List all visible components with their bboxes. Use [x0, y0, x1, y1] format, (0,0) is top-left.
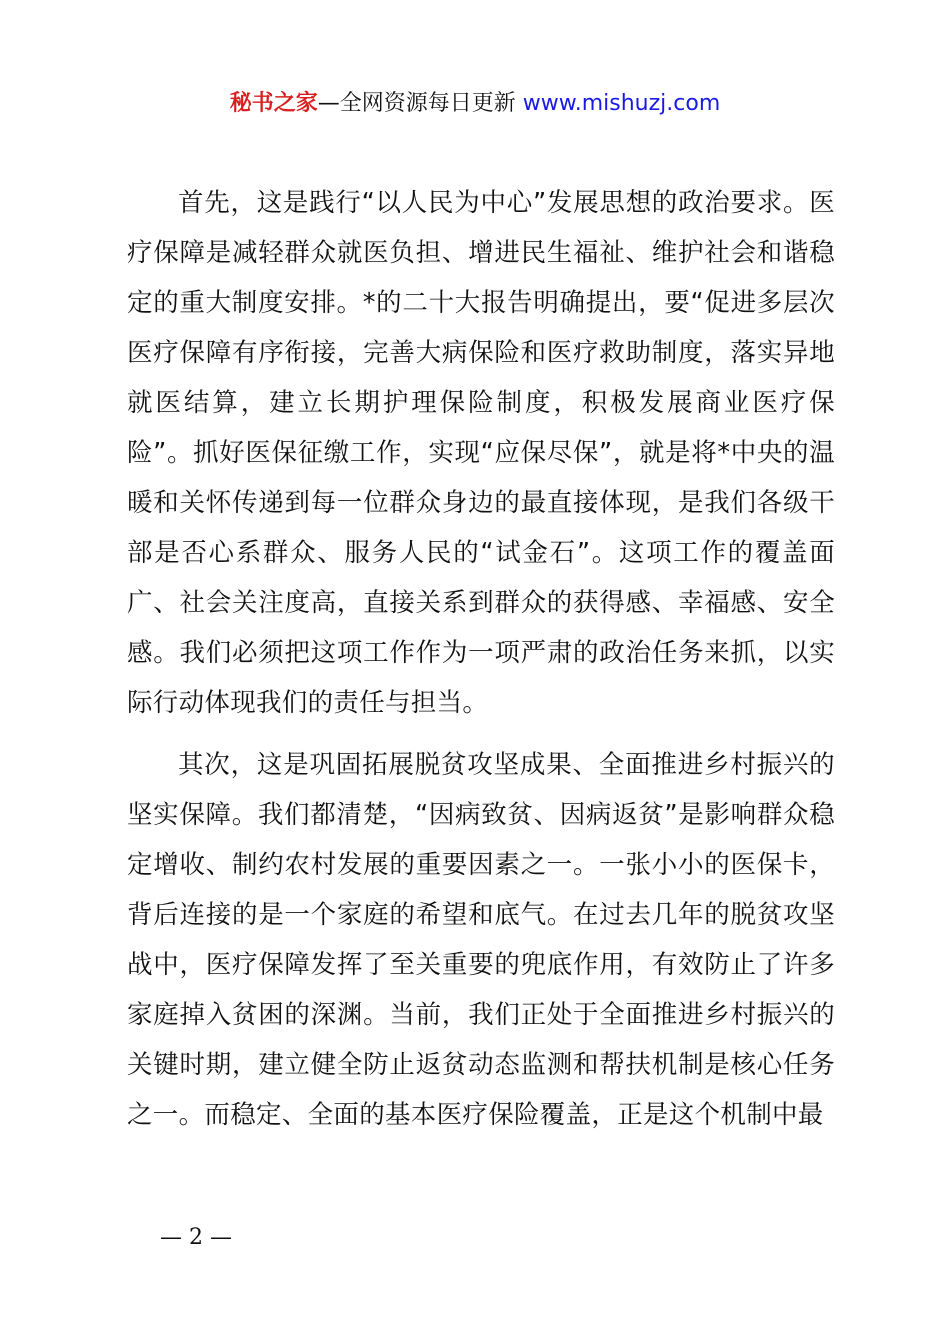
- document-body: [127, 178, 835, 1140]
- page-header: [0, 88, 950, 120]
- paragraph-second: 其次，这是巩固拓展脱贫攻坚成果、全面推进乡村振兴的坚实保障。我们都清楚，“因病致贫、因病返贫”是影响群众稳定增收、制约农村发展的重要因素之一。一张小小的医保卡，背后连接的是一个家庭的希望和底气。在过去几年的脱贫攻坚战中，医疗保障发挥了至关重要的兜底作用，有效防止了许多家庭掉入贫困的深渊。当前，我们正处于全面推进乡村振兴的关键时期，建立健全防止返贫动态监测和帮扶机制是核心任务之一。而稳定、全面的基本医疗保险覆盖，正是这个机制中最: [127, 750, 835, 1130]
- header-url-link[interactable]: www.mishuzj.com: [522, 91, 721, 116]
- header-slogan: —全网资源每日更新: [317, 91, 523, 116]
- header-brand: 秘书之家: [229, 91, 318, 116]
- page-number: — 2 —: [160, 1225, 232, 1250]
- paragraph-first: 首先，这是践行“以人民为中心”发展思想的政治要求。医疗保障是减轻群众就医负担、增进民生福祉、维护社会和谐稳定的重大制度安排。*的二十大报告明确提出，要“促进多层次医疗保障有序衔接，完善大病保险和医疗救助制度，落实异地就医结算，建立长期护理保险制度，积极发展商业医疗保险”。抓好医保征缴工作，实现“应保尽保”，就是将*中央的温暖和关怀传递到每一位群众身边的最直接体现，是我们各级干部是否心系群众、服务人民的“试金石”。这项工作的覆盖面广、社会关注度高，直接关系到群众的获得感、幸福感、安全感。我们必须把这项工作作为一项严肃的政治任务来抓，以实际行动体现我们的责任与担当。: [127, 188, 835, 718]
